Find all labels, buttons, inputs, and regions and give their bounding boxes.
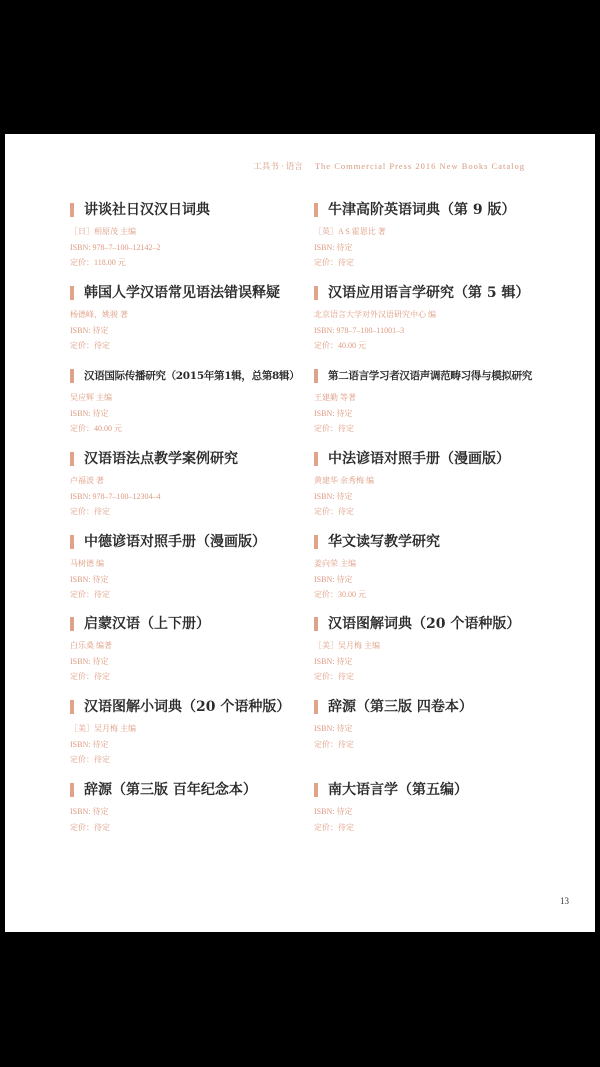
book-author: 卢福波 著 bbox=[70, 476, 104, 485]
book-title: 中法谚语对照手册（漫画版） bbox=[314, 449, 574, 469]
book-isbn: ISBN: 待定 bbox=[70, 408, 109, 418]
book-entry bbox=[70, 614, 330, 685]
book-entry bbox=[314, 366, 574, 437]
book-title: 汉语应用语言学研究（第 5 辑） bbox=[314, 283, 574, 303]
book-title: 华文读写教学研究 bbox=[314, 532, 574, 552]
book-isbn: ISBN: 待定 bbox=[314, 408, 353, 418]
book-isbn: ISBN: 待定 bbox=[70, 325, 109, 335]
book-price: 定价：待定 bbox=[314, 739, 354, 749]
book-entry bbox=[314, 200, 574, 271]
book-title: 第二语言学习者汉语声调范畴习得与模拟研究 bbox=[314, 366, 574, 386]
book-title: 中德谚语对照手册（漫画版） bbox=[70, 532, 330, 552]
book-isbn: ISBN: 978–7–100–12304–4 bbox=[70, 491, 161, 501]
book-entry bbox=[314, 780, 574, 835]
book-entry bbox=[70, 532, 330, 603]
book-isbn: ISBN: 978–7–100–12142–2 bbox=[70, 242, 161, 252]
book-entry bbox=[314, 614, 574, 685]
book-price: 定价：待定 bbox=[314, 507, 354, 516]
book-author: ［美］吴月梅 主编 bbox=[314, 641, 380, 650]
book-isbn: ISBN: 待定 bbox=[70, 739, 109, 749]
book-author: 姜向荣 主编 bbox=[314, 559, 356, 568]
book-author: 北京语言大学对外汉语研究中心 编 bbox=[314, 310, 436, 319]
book-isbn: ISBN: 978–7–100–11001–3 bbox=[314, 325, 405, 335]
book-isbn: ISBN: 待定 bbox=[314, 656, 353, 666]
book-author: 黄建华 余秀梅 编 bbox=[314, 476, 374, 485]
book-isbn: ISBN: 待定 bbox=[70, 656, 109, 666]
book-isbn: ISBN: 待定 bbox=[314, 491, 353, 501]
book-title: 汉语国际传播研究（2015年第1辑，总第8辑） bbox=[70, 366, 330, 386]
book-price: 定价：30.00 元 bbox=[314, 590, 366, 599]
book-author: ［美］吴月梅 主编 bbox=[70, 724, 136, 733]
book-price: 定价：40.00 元 bbox=[70, 424, 122, 433]
book-title: 汉语图解词典（20 个语种版） bbox=[314, 614, 574, 634]
book-price: 定价：40.00 元 bbox=[314, 341, 366, 350]
header-category: 工具书 · 语言 bbox=[253, 161, 303, 171]
book-price: 定价：待定 bbox=[70, 755, 110, 764]
header-catalog-title: The Commercial Press 2016 New Books Catalog bbox=[314, 161, 525, 171]
book-price: 定价：待定 bbox=[70, 507, 110, 516]
book-entry bbox=[314, 283, 574, 354]
catalog-page bbox=[5, 134, 595, 932]
book-isbn: ISBN: 待定 bbox=[70, 574, 109, 584]
book-author: 白乐桑 编著 bbox=[70, 641, 112, 650]
book-price: 定价：待定 bbox=[314, 424, 354, 433]
book-entry bbox=[70, 366, 330, 437]
book-isbn: ISBN: 待定 bbox=[70, 807, 109, 816]
book-entry bbox=[70, 200, 330, 271]
book-entry bbox=[70, 449, 330, 520]
book-author: 吴应辉 主编 bbox=[70, 393, 112, 402]
page-number: 13 bbox=[560, 896, 569, 906]
book-title: 韩国人学汉语常见语法错误释疑 bbox=[70, 283, 330, 303]
book-isbn: ISBN: 待定 bbox=[314, 242, 353, 252]
book-price: 定价：118.00 元 bbox=[70, 258, 126, 267]
book-author: 杨德峰，姚骏 著 bbox=[70, 310, 128, 319]
book-author: 马树德 编 bbox=[70, 559, 104, 568]
book-entry bbox=[70, 283, 330, 354]
book-title: 汉语图解小词典（20 个语种版） bbox=[70, 697, 330, 717]
book-author: 王建勤 等著 bbox=[314, 393, 356, 402]
book-isbn: ISBN: 待定 bbox=[314, 807, 353, 816]
book-isbn: ISBN: 待定 bbox=[314, 724, 353, 733]
book-author: ［日］相原茂 主编 bbox=[70, 227, 136, 236]
book-author: ［英］A S 霍恩比 著 bbox=[314, 227, 386, 236]
book-price: 定价：待定 bbox=[70, 341, 110, 350]
page-header bbox=[253, 158, 537, 174]
book-price: 定价：待定 bbox=[70, 590, 110, 599]
book-title: 辞源（第三版 四卷本） bbox=[314, 697, 574, 717]
book-price: 定价：待定 bbox=[314, 258, 354, 267]
book-entry bbox=[314, 449, 574, 520]
book-entry bbox=[70, 780, 330, 835]
book-price: 定价：待定 bbox=[70, 672, 110, 681]
book-price: 定价：待定 bbox=[314, 672, 354, 681]
book-entry bbox=[314, 697, 574, 752]
book-title: 南大语言学（第五编） bbox=[314, 780, 574, 800]
book-entry bbox=[70, 697, 330, 768]
book-title: 汉语语法点教学案例研究 bbox=[70, 449, 330, 469]
book-price: 定价：待定 bbox=[70, 822, 110, 832]
book-isbn: ISBN: 待定 bbox=[314, 574, 353, 584]
book-title: 讲谈社日汉汉日词典 bbox=[70, 200, 330, 220]
book-title: 辞源（第三版 百年纪念本） bbox=[70, 780, 330, 800]
book-entry bbox=[314, 532, 574, 603]
book-title: 牛津高阶英语词典（第 9 版） bbox=[314, 200, 574, 220]
book-title: 启蒙汉语（上下册） bbox=[70, 614, 330, 634]
book-price: 定价：待定 bbox=[314, 822, 354, 832]
